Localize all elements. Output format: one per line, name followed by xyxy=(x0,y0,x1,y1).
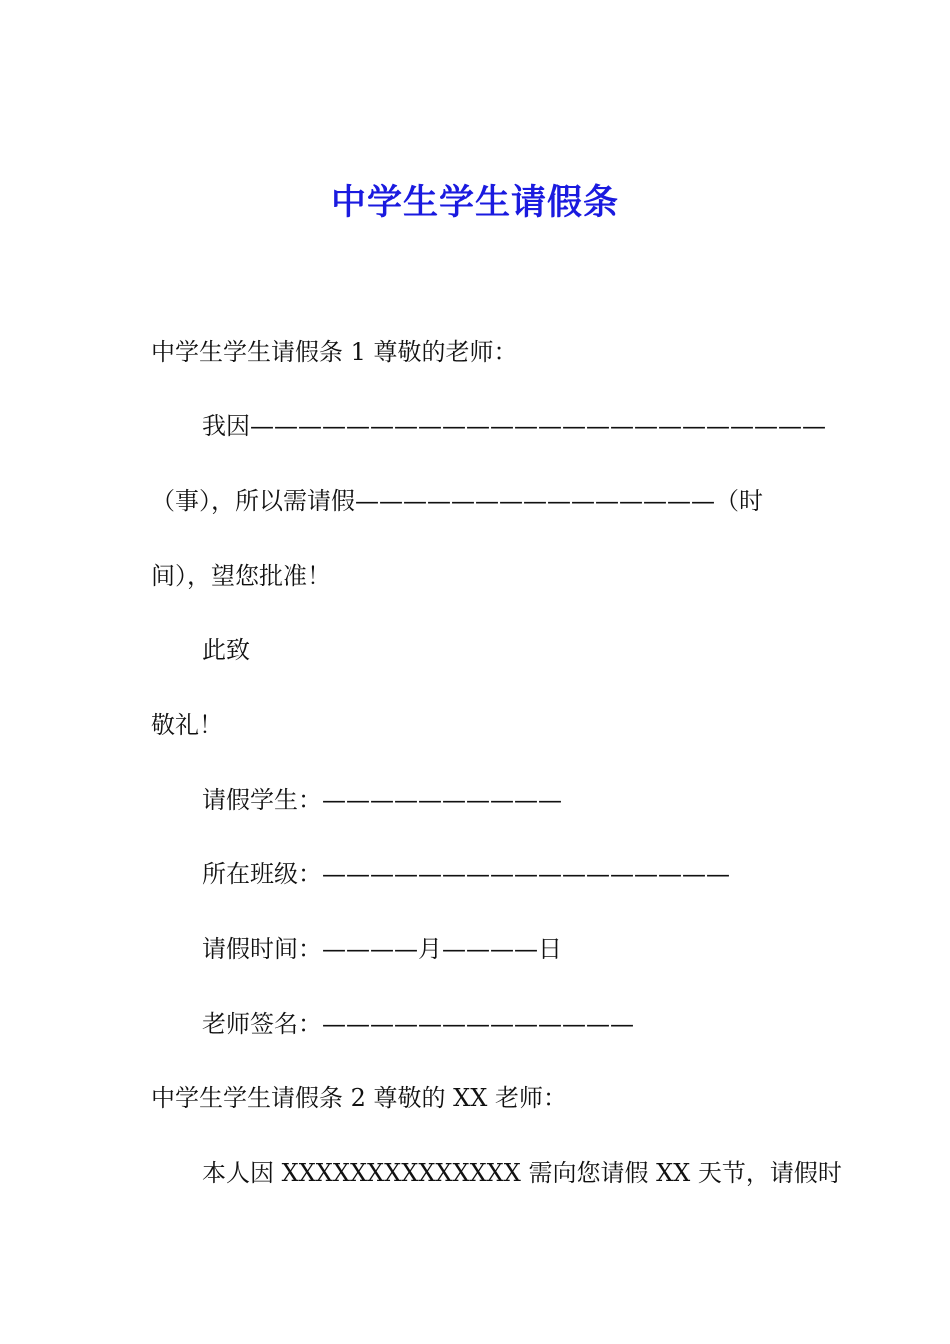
document-title: 中学生学生请假条 xyxy=(330,183,619,223)
letter-1-salutation: 中学生学生请假条 1 尊敬的老师： xyxy=(151,338,518,366)
field-teacher-signature: 老师签名：————————————— xyxy=(202,1010,634,1038)
field-leave-date: 请假时间：————月————日 xyxy=(202,935,562,963)
field-student-name: 请假学生：—————————— xyxy=(202,786,562,814)
letter-1-closing: 此致 xyxy=(202,636,250,664)
field-class: 所在班级：————————————————— xyxy=(202,860,730,888)
letter-2-salutation: 中学生学生请假条 2 尊敬的 XX 老师： xyxy=(151,1084,567,1112)
letter-1-regards: 敬礼！ xyxy=(151,711,223,739)
letter-1-request-end: 间），望您批准！ xyxy=(151,562,331,590)
letter-1-request-line: （事），所以需请假———————————————（时 xyxy=(151,487,763,515)
letter-1-reason-line: 我因———————————————————————— xyxy=(202,412,826,440)
letter-2-body: 本人因 XXXXXXXXXXXXXX 需向您请假 XX 天节，请假时 xyxy=(202,1159,842,1187)
